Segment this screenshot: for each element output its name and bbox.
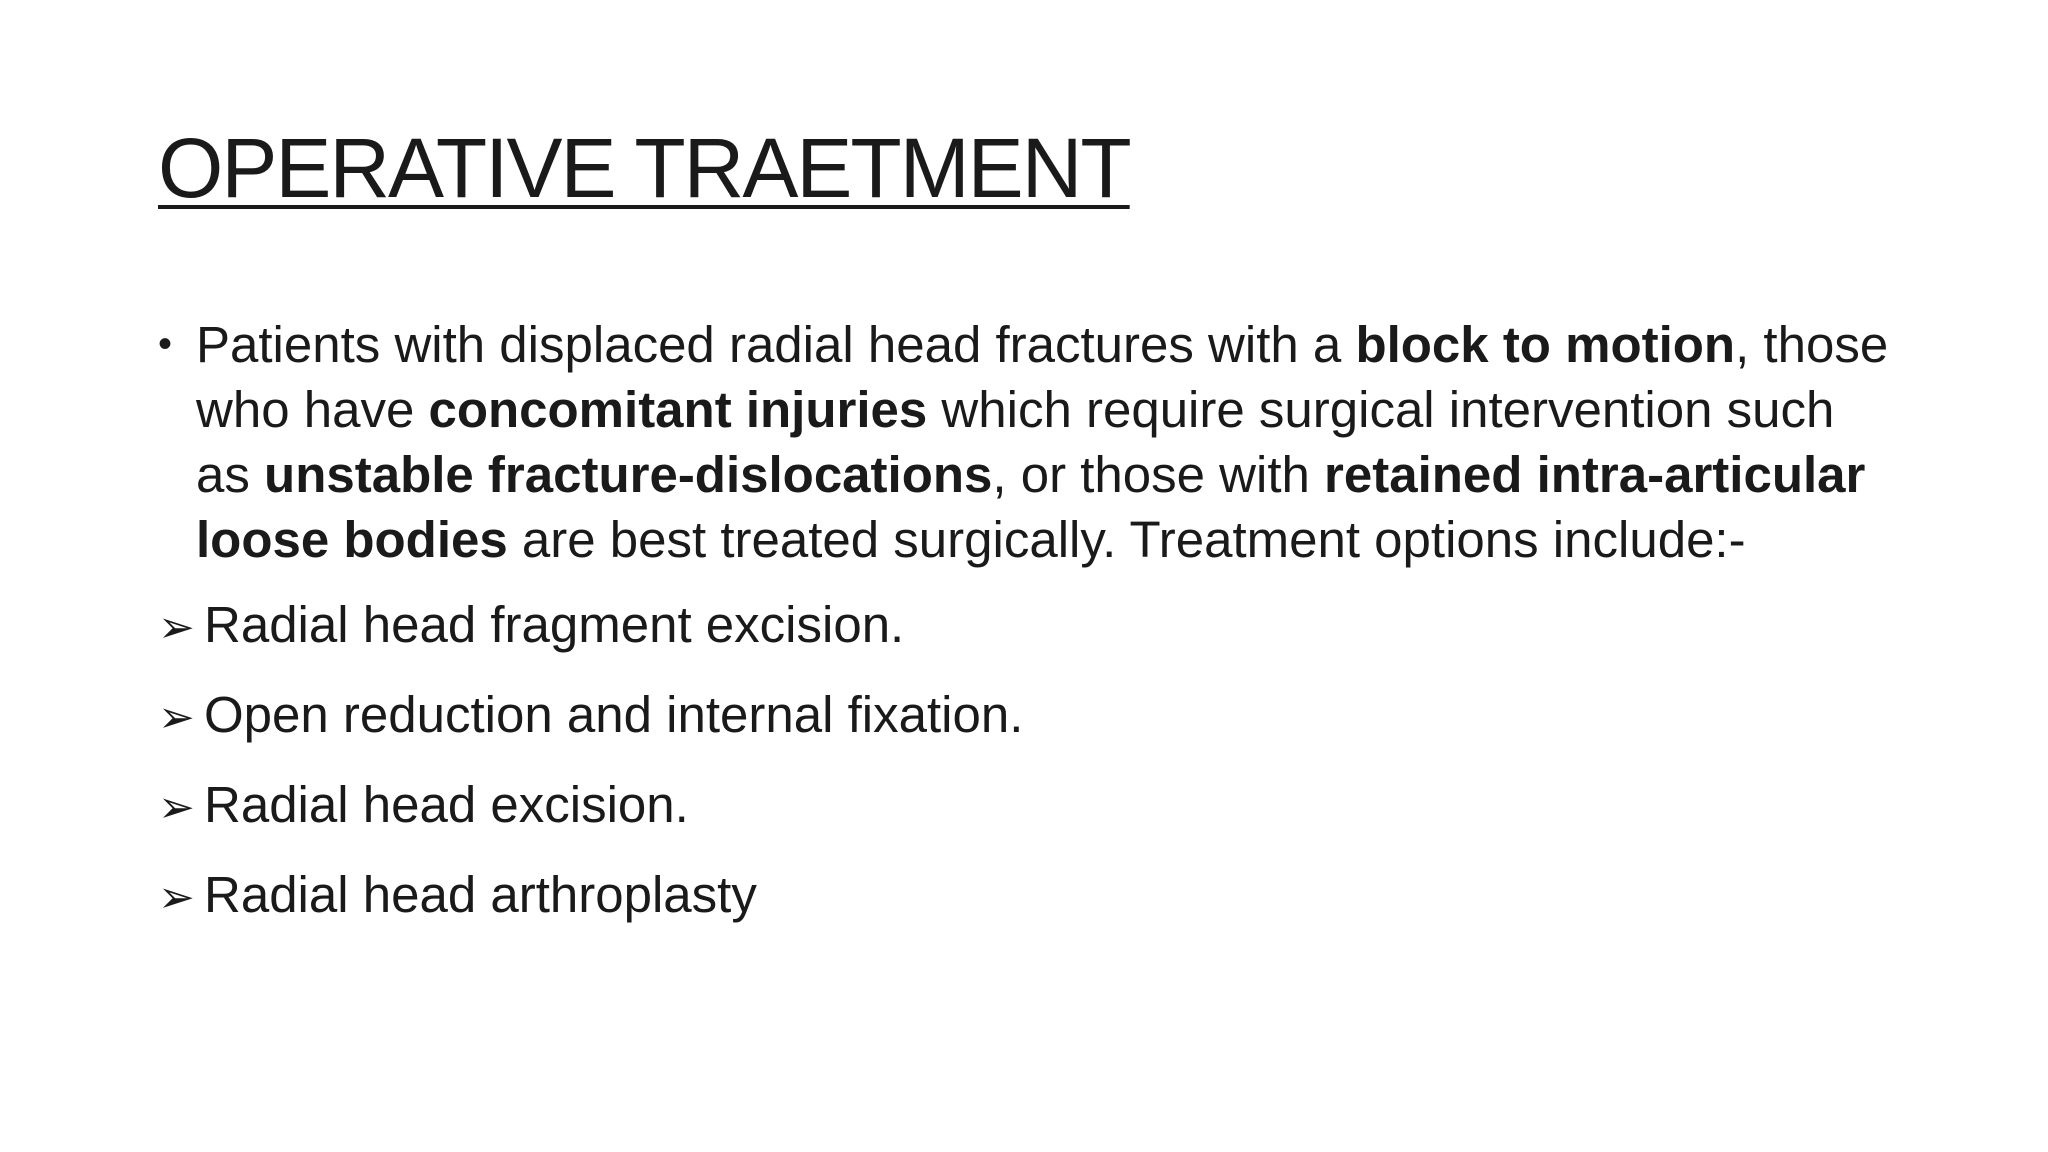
treatment-options-list: [158, 592, 1898, 930]
bullet-paragraph: [158, 312, 1898, 572]
bullet-dot-icon: •: [158, 322, 173, 366]
option-label: Open reduction and internal fixation.: [204, 686, 1024, 743]
paragraph-bold-2: concomitant injuries: [428, 381, 928, 438]
list-item: [158, 772, 1898, 840]
slide-title: OPERATIVE TRAETMENT: [158, 121, 1130, 215]
arrow-bullet-icon: ➢: [158, 693, 195, 742]
list-item: [158, 682, 1898, 750]
arrow-bullet-icon: ➢: [158, 783, 195, 832]
paragraph-text-4: , or those with: [992, 446, 1325, 503]
paragraph-text-1: Patients with displaced radial head fractures with a: [196, 316, 1356, 373]
option-label: Radial head arthroplasty: [204, 866, 757, 923]
arrow-bullet-icon: ➢: [158, 603, 195, 652]
paragraph-bold-1: block to motion: [1355, 316, 1736, 373]
option-label: Radial head fragment excision.: [204, 596, 905, 653]
paragraph-text-2: , those who have: [196, 316, 1889, 438]
list-item: [158, 592, 1898, 660]
paragraph-text-3: which require surgical intervention such as: [196, 381, 1835, 503]
paragraph-bold-4: retained intra-articular loose bodies: [196, 446, 1866, 568]
arrow-bullet-icon: ➢: [158, 873, 195, 922]
option-label: Radial head excision.: [204, 776, 689, 833]
paragraph-bold-3: unstable fracture-dislocations: [264, 446, 993, 503]
list-item: [158, 862, 1898, 930]
paragraph-text-5: are best treated surgically. Treatment options include:-: [507, 511, 1746, 568]
slide-content: [158, 312, 1898, 952]
